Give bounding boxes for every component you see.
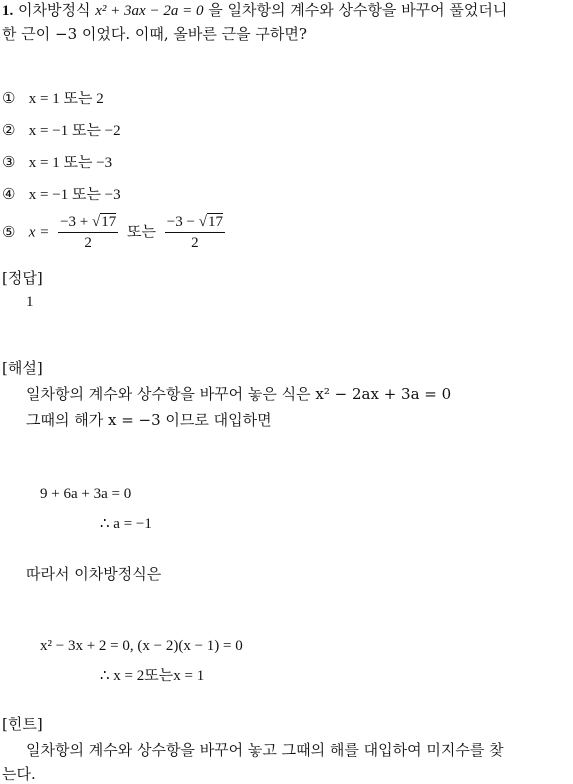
choice-2-mark: ② — [2, 121, 16, 139]
choice-5-or: 또는 — [127, 222, 157, 241]
choice-4-mark: ④ — [2, 185, 16, 203]
explanation-eq-3: x² − 3x + 2 = 0, (x − 2)(x − 1) = 0 — [40, 638, 243, 654]
hint-line-2: 는다. — [2, 765, 36, 783]
answer-value: 1 — [26, 294, 34, 310]
choice-5 — [2, 212, 229, 253]
choice-3-text: x = 1 또는 −3 — [28, 155, 113, 171]
hint-line-1: 일차항의 계수와 상수항을 바꾸어 놓고 그때의 해를 대입하여 미지수를 찾 — [26, 741, 504, 759]
choice-2-text: x = −1 또는 −2 — [28, 123, 121, 139]
explanation-eq-4: ∴ x = 2또는x = 1 — [100, 668, 205, 684]
sqrt-17: 17 — [207, 214, 223, 230]
choice-1-mark: ① — [2, 89, 16, 107]
choice-5-mark: ⑤ — [2, 222, 16, 241]
question-equation: x² + 3ax − 2a = 0 — [95, 3, 204, 19]
explanation-line-2: 그때의 해가 x = −3 이므로 대입하면 — [26, 411, 272, 429]
sqrt-17: 17 — [101, 214, 117, 230]
question-text-pre: 이차방정식 — [18, 1, 91, 19]
choice-5-fraction-1: $\frac{-3 + √17}{2}$ — [60, 214, 117, 251]
explanation-eq-2: ∴ a = −1 — [100, 516, 152, 532]
question-text-post: 을 일차항의 계수와 상수항을 바꾸어 풀었더니 — [208, 1, 508, 19]
hint-label: [힌트] — [2, 715, 43, 733]
choice-3-mark: ③ — [2, 153, 16, 171]
choice-4-text: x = −1 또는 −3 — [28, 187, 121, 203]
explanation-eq-1: 9 + 6a + 3a = 0 — [40, 486, 132, 502]
choice-2 — [2, 120, 121, 141]
explanation-line-3: 따라서 이차방정식은 — [26, 565, 162, 583]
question-line-2: 한 근이 −3 이었다. 이때, 올바른 근을 구하면? — [2, 25, 307, 43]
choice-3 — [2, 152, 112, 173]
explanation-label: [해설] — [2, 359, 43, 377]
choice-1-text: x = 1 또는 2 — [28, 91, 104, 107]
choice-1 — [2, 88, 104, 109]
question-number: 1. — [2, 3, 14, 19]
choice-5-lhs: x = — [28, 224, 50, 241]
question-line-1 — [2, 0, 507, 21]
answer-label: [정답] — [2, 269, 43, 287]
choice-5-fraction-2: $\frac{-3 - √17}{2}$ — [166, 214, 223, 251]
choice-4 — [2, 184, 121, 205]
explanation-line-1: 일차항의 계수와 상수항을 바꾸어 놓은 식은 x² − 2ax + 3a = 0 — [26, 385, 452, 403]
